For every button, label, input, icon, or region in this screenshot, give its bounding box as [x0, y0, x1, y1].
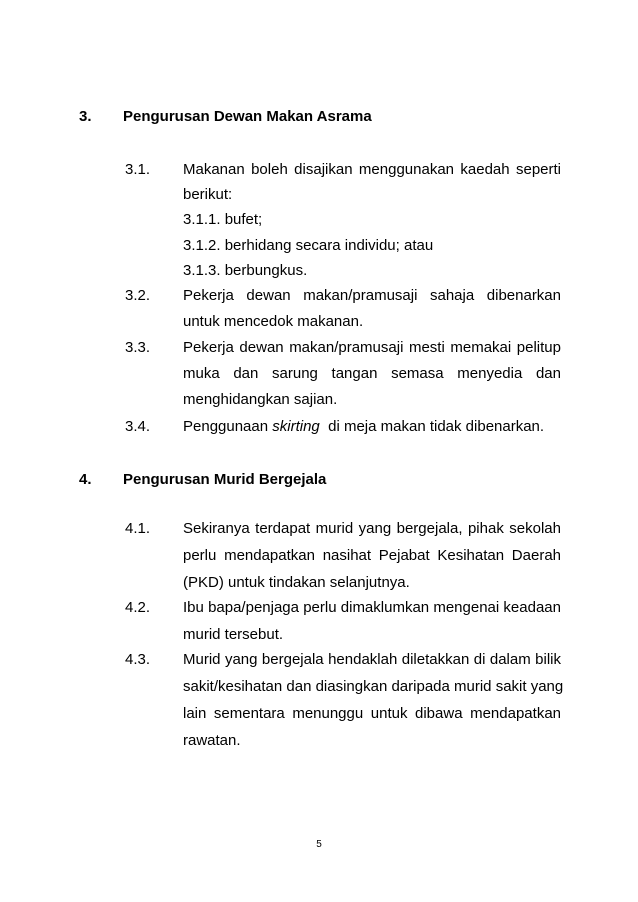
item-3-4-pre: Penggunaan [183, 418, 273, 435]
item-3-2-line-2: untuk mencedok makanan. [183, 313, 364, 330]
item-4-2-line-1: Ibu bapa/penjaga perlu dimaklumkan mengenai keadaan [183, 599, 561, 616]
item-3-4-post: di meja makan tidak dibenarkan. [319, 418, 545, 435]
item-4-3-number: 4.3. [125, 651, 151, 668]
item-4-1-line-3: (PKD) untuk tindakan selanjutnya. [183, 574, 410, 591]
item-3-2-number: 3.2. [125, 287, 151, 304]
item-3-1-line-2: berikut: [183, 186, 233, 203]
subitem-3-1-3: 3.1.3. berbungkus. [183, 262, 308, 279]
item-4-3-line-1: Murid yang bergejala hendaklah diletakkan di dalam bilik [183, 651, 561, 668]
item-4-2-line-2: murid tersebut. [183, 626, 284, 643]
item-3-2-line-1: Pekerja dewan makan/pramusaji sahaja dibenarkan [183, 287, 561, 304]
item-4-2-number: 4.2. [125, 599, 151, 616]
section-4-title: Pengurusan Murid Bergejala [123, 471, 327, 488]
item-4-1-line-1: Sekiranya terdapat murid yang bergejala, pihak sekolah [183, 520, 561, 537]
item-3-3-line-3: menghidangkan sajian. [183, 391, 338, 408]
subitem-3-1-1: 3.1.1. bufet; [183, 211, 263, 228]
item-3-3-line-2: muka dan sarung tangan semasa menyedia dan [183, 365, 561, 382]
item-4-3-line-2: sakit/kesihatan dan diasingkan daripada murid sakit yang [183, 678, 564, 695]
item-4-3-line-4: rawatan. [183, 732, 241, 749]
section-3-number: 3. [79, 108, 92, 125]
item-3-3-number: 3.3. [125, 339, 151, 356]
item-4-1-number: 4.1. [125, 520, 151, 537]
item-3-1-number: 3.1. [125, 161, 151, 178]
subitem-3-1-2: 3.1.2. berhidang secara individu; atau [183, 237, 434, 254]
section-4-number: 4. [79, 471, 92, 488]
item-4-3-line-3: lain sementara menunggu untuk dibawa mendapatkan [183, 705, 561, 722]
item-3-4-emphasis: skirting [272, 418, 320, 435]
item-3-4-number: 3.4. [125, 418, 151, 435]
item-4-1-line-2: perlu mendapatkan nasihat Pejabat Kesihatan Daerah [183, 547, 561, 564]
page-number: 5 [316, 839, 322, 850]
item-3-4-text [183, 418, 544, 436]
item-3-3-line-1: Pekerja dewan makan/pramusaji mesti memakai pelitup [183, 339, 561, 356]
item-3-1-line-1: Makanan boleh disajikan menggunakan kaedah seperti [183, 161, 561, 178]
section-3-title: Pengurusan Dewan Makan Asrama [123, 108, 372, 125]
